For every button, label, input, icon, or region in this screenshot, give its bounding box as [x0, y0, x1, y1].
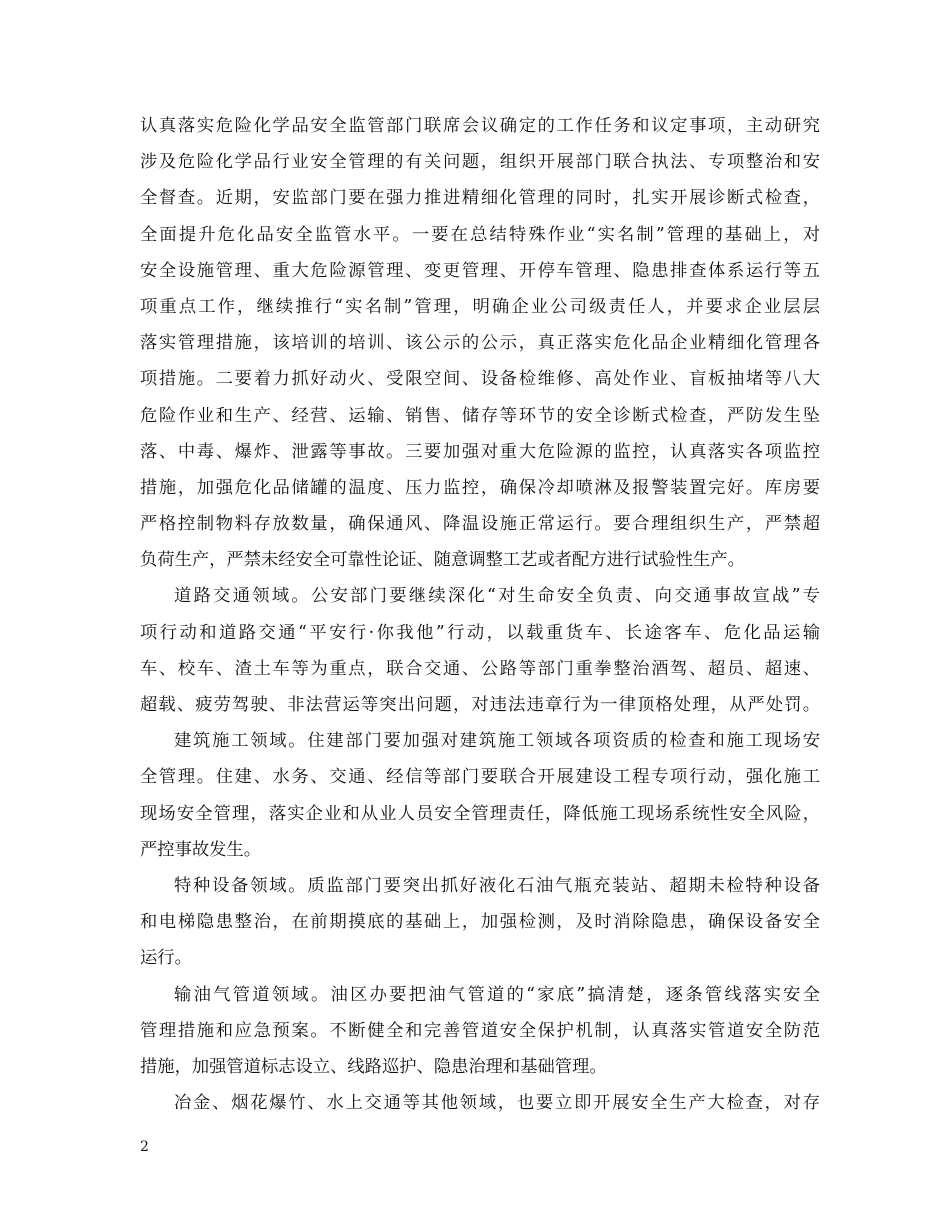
text-line: 负荷生产，严禁未经安全可靠性论证、随意调整工艺或者配方进行试验性生产。: [140, 550, 745, 571]
text-line: 落实管理措施，该培训的培训、该公示的公示，真正落实危化品企业精细化管理各: [140, 333, 820, 354]
paragraph-first-line: 道路交通领域。公安部门要继续深化“对生命安全负责、向交通事故宣战”专: [174, 586, 820, 607]
text-line: 全面提升危化品安全监管水平。一要在总结特殊作业“实名制”管理的基础上，对: [140, 224, 820, 245]
text-line: 车、校车、渣土车等为重点，联合交通、公路等部门重拳整治酒驾、超员、超速、: [140, 658, 820, 679]
text-line: 项重点工作，继续推行“实名制”管理，明确企业公司级责任人，并要求企业层层: [140, 296, 820, 317]
text-line: 超载、疲劳驾驶、非法营运等突出问题，对违法违章行为一律顶格处理，从严处罚。: [140, 695, 820, 715]
text-line: 措施，加强危化品储罐的温度、压力监控，确保冷却喷淋及报警装置完好。库房要: [140, 477, 820, 498]
text-line: 项行动和道路交通“平安行·你我他”行动，以载重货车、长途客车、危化品运输: [140, 622, 820, 643]
text-line: 严控事故发生。: [140, 839, 261, 860]
text-line: 全督查。近期，安监部门要在强力推进精细化管理的同时，扎实开展诊断式检查，: [140, 188, 820, 209]
text-line: 全管理。住建、水务、交通、经信等部门要联合开展建设工程专项行动，强化施工: [140, 767, 820, 788]
text-line: 现场安全管理，落实企业和从业人员安全管理责任，降低施工现场系统性安全风险，: [140, 803, 820, 824]
text-line: 管理措施和应急预案。不断健全和完善管道安全保护机制，认真落实管道安全防范: [140, 1020, 820, 1041]
paragraph-first-line: 特种设备领域。质监部门要突出抓好液化石油气瓶充装站、超期未检特种设备: [174, 875, 820, 896]
text-line: 落、中毒、爆炸、泄露等事故。三要加强对重大危险源的监控，认真落实各项监控: [140, 441, 820, 462]
document-body: [140, 108, 820, 1121]
text-line: 和电梯隐患整治，在前期摸底的基础上，加强检测，及时消除隐患，确保设备安全: [140, 912, 820, 933]
text-line: 项措施。二要着力抓好动火、受限空间、设备检维修、高处作业、盲板抽堵等八大: [140, 369, 820, 390]
text-line: 认真落实危险化学品安全监管部门联席会议确定的工作任务和议定事项，主动研究: [140, 116, 820, 136]
paragraph-first-line: 输油气管道领域。油区办要把油气管道的“家底”搞清楚，逐条管线落实安全: [174, 984, 820, 1005]
text-line: 措施，加强管道标志设立、线路巡护、隐患治理和基础管理。: [140, 1056, 607, 1077]
text-line: 严格控制物料存放数量，确保通风、降温设施正常运行。要合理组织生产，严禁超: [140, 514, 820, 535]
text-line: 安全设施管理、重大危险源管理、变更管理、开停车管理、隐患排查体系运行等五: [140, 260, 820, 281]
paragraph-first-line: 建筑施工领域。住建部门要加强对建筑施工领域各项资质的检查和施工现场安: [174, 731, 820, 752]
paragraph-first-line: 冶金、烟花爆竹、水上交通等其他领域，也要立即开展安全生产大检查，对存: [174, 1093, 820, 1114]
page-number: 2: [140, 1139, 149, 1155]
text-line: 危险作业和生产、经营、运输、销售、储存等环节的安全诊断式检查，严防发生坠: [140, 405, 820, 426]
text-line: 运行。: [140, 948, 192, 969]
text-line: 涉及危险化学品行业安全管理的有关问题，组织开展部门联合执法、专项整治和安: [140, 152, 820, 173]
